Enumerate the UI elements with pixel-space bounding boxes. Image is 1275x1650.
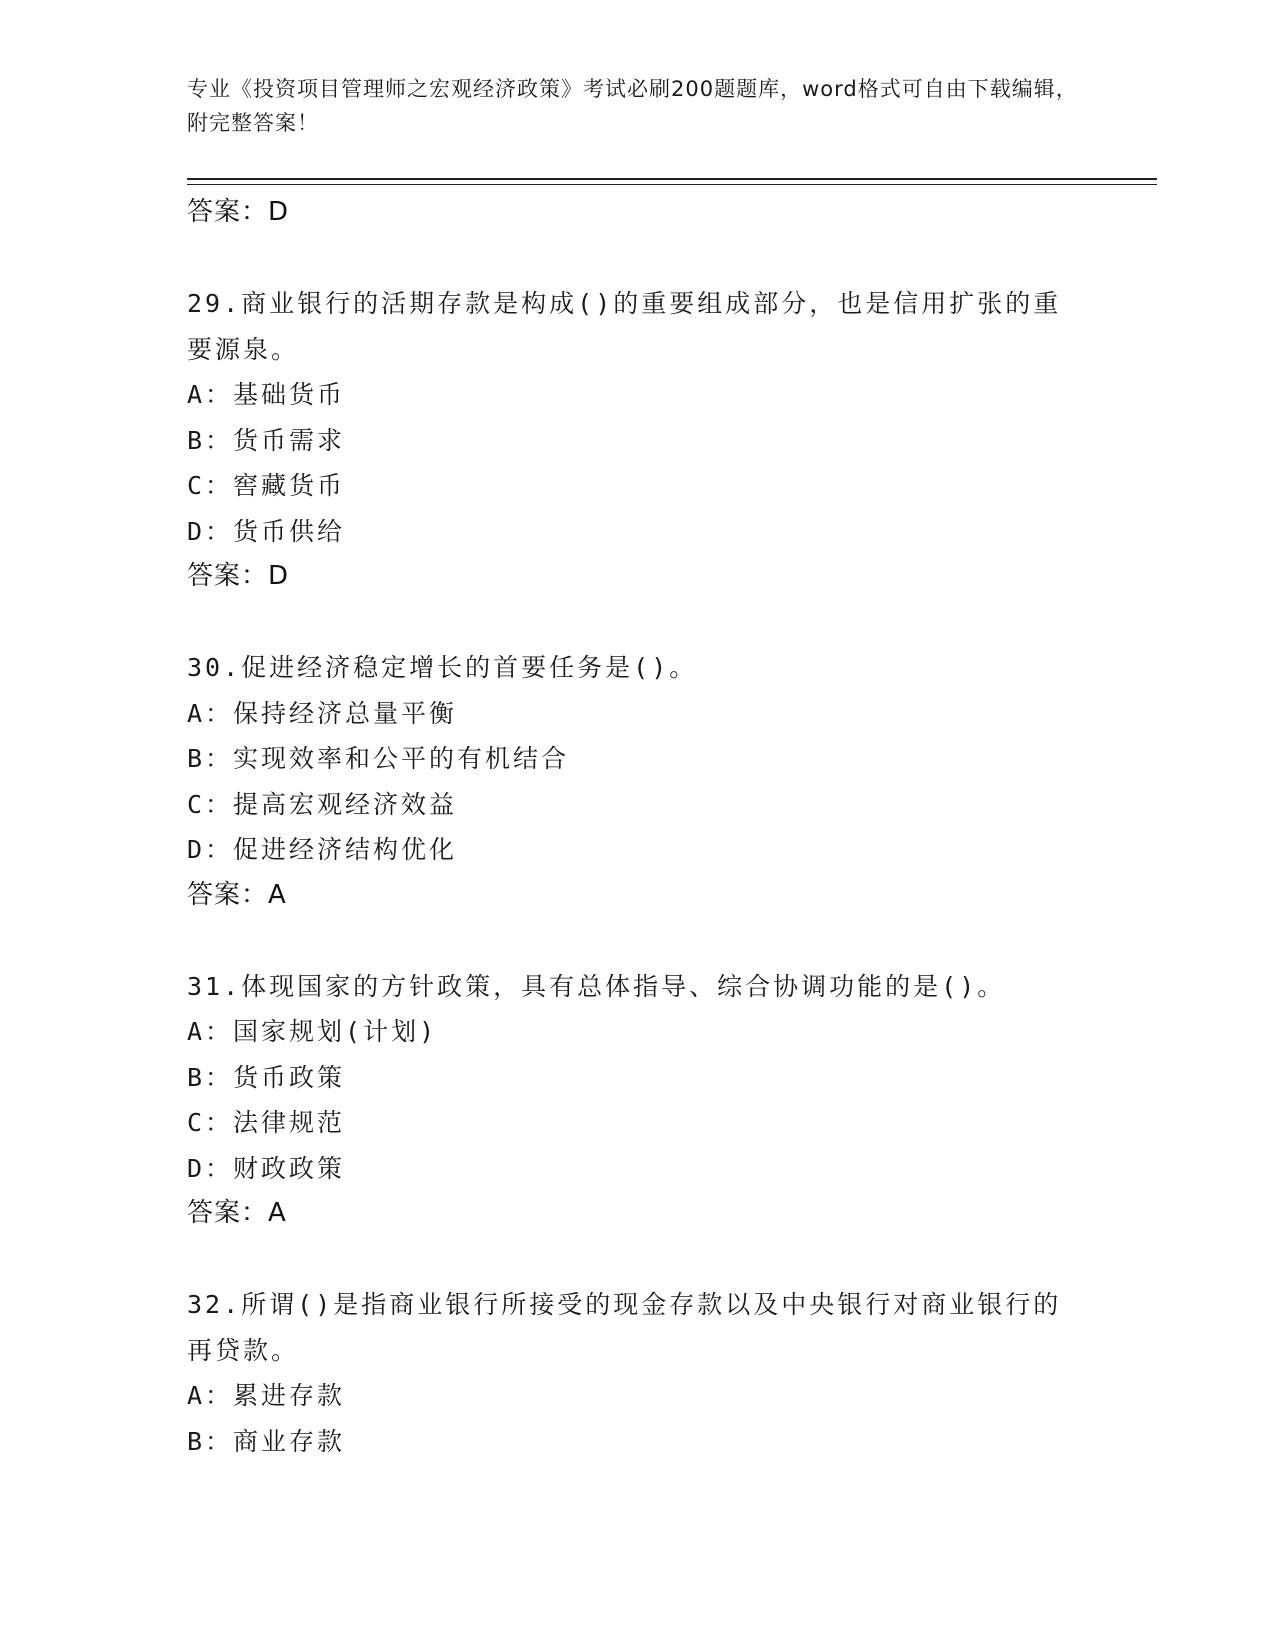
question-stem: 29.商业银行的活期存款是构成()的重要组成部分，也是信用扩张的重 bbox=[187, 289, 1062, 318]
question-stem: 30.促进经济稳定增长的首要任务是()。 bbox=[187, 653, 698, 682]
previous-answer: 答案：D bbox=[187, 197, 290, 227]
option-b: B：商业存款 bbox=[187, 1426, 346, 1456]
option-d: D：货币供给 bbox=[187, 516, 346, 546]
answer: 答案：A bbox=[187, 879, 287, 910]
option-a: A：累进存款 bbox=[187, 1381, 346, 1410]
option-c: C：窖藏货币 bbox=[187, 471, 346, 500]
question-32 bbox=[187, 1282, 1087, 1464]
answer: 答案：A bbox=[187, 1198, 287, 1228]
option-d: D：促进经济结构优化 bbox=[187, 835, 458, 864]
option-d: D：财政政策 bbox=[187, 1153, 346, 1183]
option-a: A：国家规划(计划) bbox=[187, 1017, 438, 1046]
option-a: A：基础货币 bbox=[187, 380, 346, 409]
question-30 bbox=[187, 645, 1087, 918]
option-b: B：实现效率和公平的有机结合 bbox=[187, 744, 570, 773]
option-c: C：提高宏观经济效益 bbox=[187, 789, 458, 819]
question-31 bbox=[187, 964, 1087, 1237]
question-stem: 31.体现国家的方针政策，具有总体指导、综合协调功能的是()。 bbox=[187, 971, 1006, 1001]
option-b: B：货币需求 bbox=[187, 425, 346, 455]
question-stem: 32.所谓()是指商业银行所接受的现金存款以及中央银行对商业银行的 bbox=[187, 1290, 1062, 1319]
question-29 bbox=[187, 281, 1087, 600]
option-c: C：法律规范 bbox=[187, 1108, 346, 1137]
header-divider-thin bbox=[187, 184, 1157, 185]
question-stem: 要源泉。 bbox=[187, 334, 300, 364]
option-a: A：保持经济总量平衡 bbox=[187, 698, 458, 728]
document-header: 专业《投资项目管理师之宏观经济政策》考试必刷200题题库，word格式可自由下载编辑，附完整答案！ bbox=[187, 77, 1078, 135]
option-b: B：货币政策 bbox=[187, 1062, 346, 1092]
question-content bbox=[187, 190, 1087, 1464]
answer: 答案：D bbox=[187, 561, 290, 591]
question-stem: 再贷款。 bbox=[187, 1335, 300, 1365]
header-divider bbox=[187, 178, 1157, 180]
